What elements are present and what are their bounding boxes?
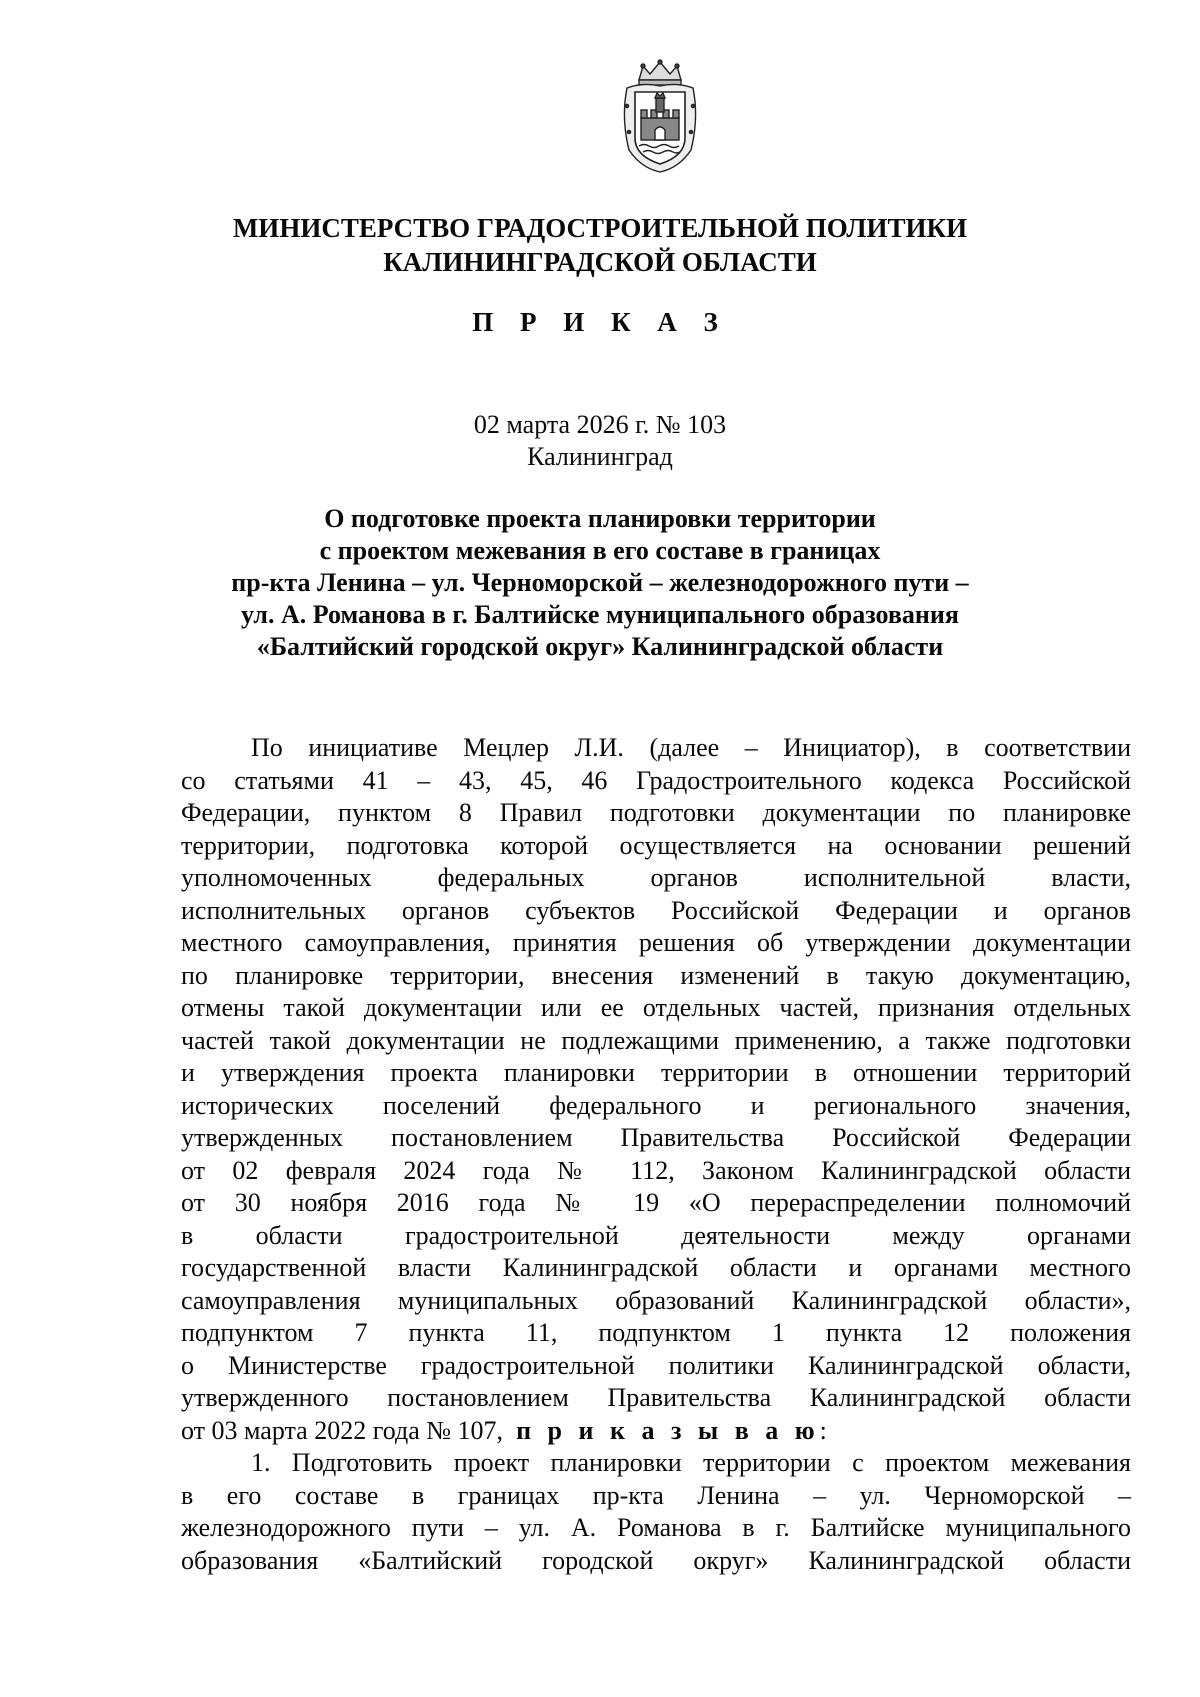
preamble-line: по планировке территории, внесения изменений в такую документацию, — [181, 960, 1131, 990]
subject-line: пр-кта Ленина – ул. Черноморской – железнодорожного пути – — [231, 568, 969, 597]
preamble-line: Федерации, пунктом 8 Правил подготовки документации по планировке — [181, 798, 1131, 827]
document-type-heading: П Р И К А З — [472, 307, 728, 337]
preamble-last-text: от 03 марта 2022 года № 107, — [181, 1415, 504, 1445]
preamble-line: государственной власти Калининградской области и органами местного — [181, 1253, 1131, 1282]
coat-of-arms-icon — [617, 58, 703, 174]
preamble-line: подпунктом 7 пункта 11, подпунктом 1 пункта 12 положения — [181, 1318, 1131, 1347]
preamble-line: территории, подготовка которой осуществляется на основании решений — [181, 830, 1131, 860]
preamble-line: уполномоченных федеральных органов исполнительной власти, — [181, 863, 1131, 892]
preamble-line: и утверждения проекта планировки территории в отношении территорий — [181, 1058, 1131, 1087]
item1-line: железнодорожного пути – ул. А. Романова в г. Балтийске муниципального — [181, 1513, 1131, 1542]
subject-line: с проектом межевания в его составе в границах — [319, 536, 881, 565]
preamble-line: от 30 ноября 2016 года № 19 «О перераспределении полномочий — [181, 1188, 1131, 1217]
item1-line: образования «Балтийский городской округ» Калининградской области — [181, 1545, 1131, 1575]
item1-line: в его составе в границах пр-кта Ленина – ул. Черноморской – — [181, 1480, 1131, 1510]
ministry-name-line1: МИНИСТЕРСТВО ГРАДОСТРОИТЕЛЬНОЙ ПОЛИТИКИ — [232, 213, 968, 243]
preamble-line: отмены такой документации или ее отдельных частей, признания отдельных — [181, 993, 1131, 1022]
preamble-line: в области градостроительной деятельности между органами — [181, 1220, 1131, 1250]
preamble-line: утвержденных постановлением Правительства Российской Федерации — [181, 1123, 1131, 1152]
order-subject-title — [0, 503, 1200, 663]
preamble-line: от 02 февраля 2024 года № 112, Законом Калининградской области — [181, 1155, 1131, 1185]
preamble-last-line — [181, 1415, 1131, 1448]
preamble-line: частей такой документации не подлежащими применению, а также подготовки — [181, 1025, 1131, 1055]
preamble-line: исторических поселений федерального и регионального значения, — [181, 1090, 1131, 1120]
preamble-line: о Министерстве градостроительной политики Калининградской области, — [181, 1350, 1131, 1380]
item1-line: 1. Подготовить проект планировки территории с проектом межевания — [251, 1448, 1131, 1477]
date-number: 02 марта 2026 г. № 103 — [473, 410, 727, 439]
preamble-line: По инициативе Мецлер Л.И. (далее – Инициатор), в соответствии — [251, 733, 1131, 762]
date-and-number-block — [0, 409, 1200, 473]
subject-line: «Балтийский городской округ» Калининградской области — [256, 632, 944, 661]
subject-line: ул. А. Романова в г. Балтийске муниципального образования — [241, 600, 959, 629]
preamble-line: местного самоуправления, принятия решения об утверждении документации — [181, 928, 1131, 957]
preamble-line: исполнительных органов субъектов Российской Федерации и органов — [181, 895, 1131, 925]
order-body — [181, 732, 1131, 1577]
ministry-name-line2: КАЛИНИНГРАДСКОЙ ОБЛАСТИ — [383, 247, 817, 277]
city: Калининград — [527, 442, 673, 471]
ministry-name — [0, 211, 1200, 279]
subject-line: О подготовке проекта планировки территории — [324, 504, 876, 533]
order-verb-tail: : — [819, 1415, 827, 1445]
order-verb: п р и к а з ы в а ю — [516, 1415, 820, 1445]
preamble-line: самоуправления муниципальных образований Калининградской области», — [181, 1285, 1131, 1315]
preamble-line: утвержденного постановлением Правительства Калининградской области — [181, 1383, 1131, 1412]
preamble-line: со статьями 41 – 43, 45, 46 Градостроительного кодекса Российской — [181, 765, 1131, 795]
